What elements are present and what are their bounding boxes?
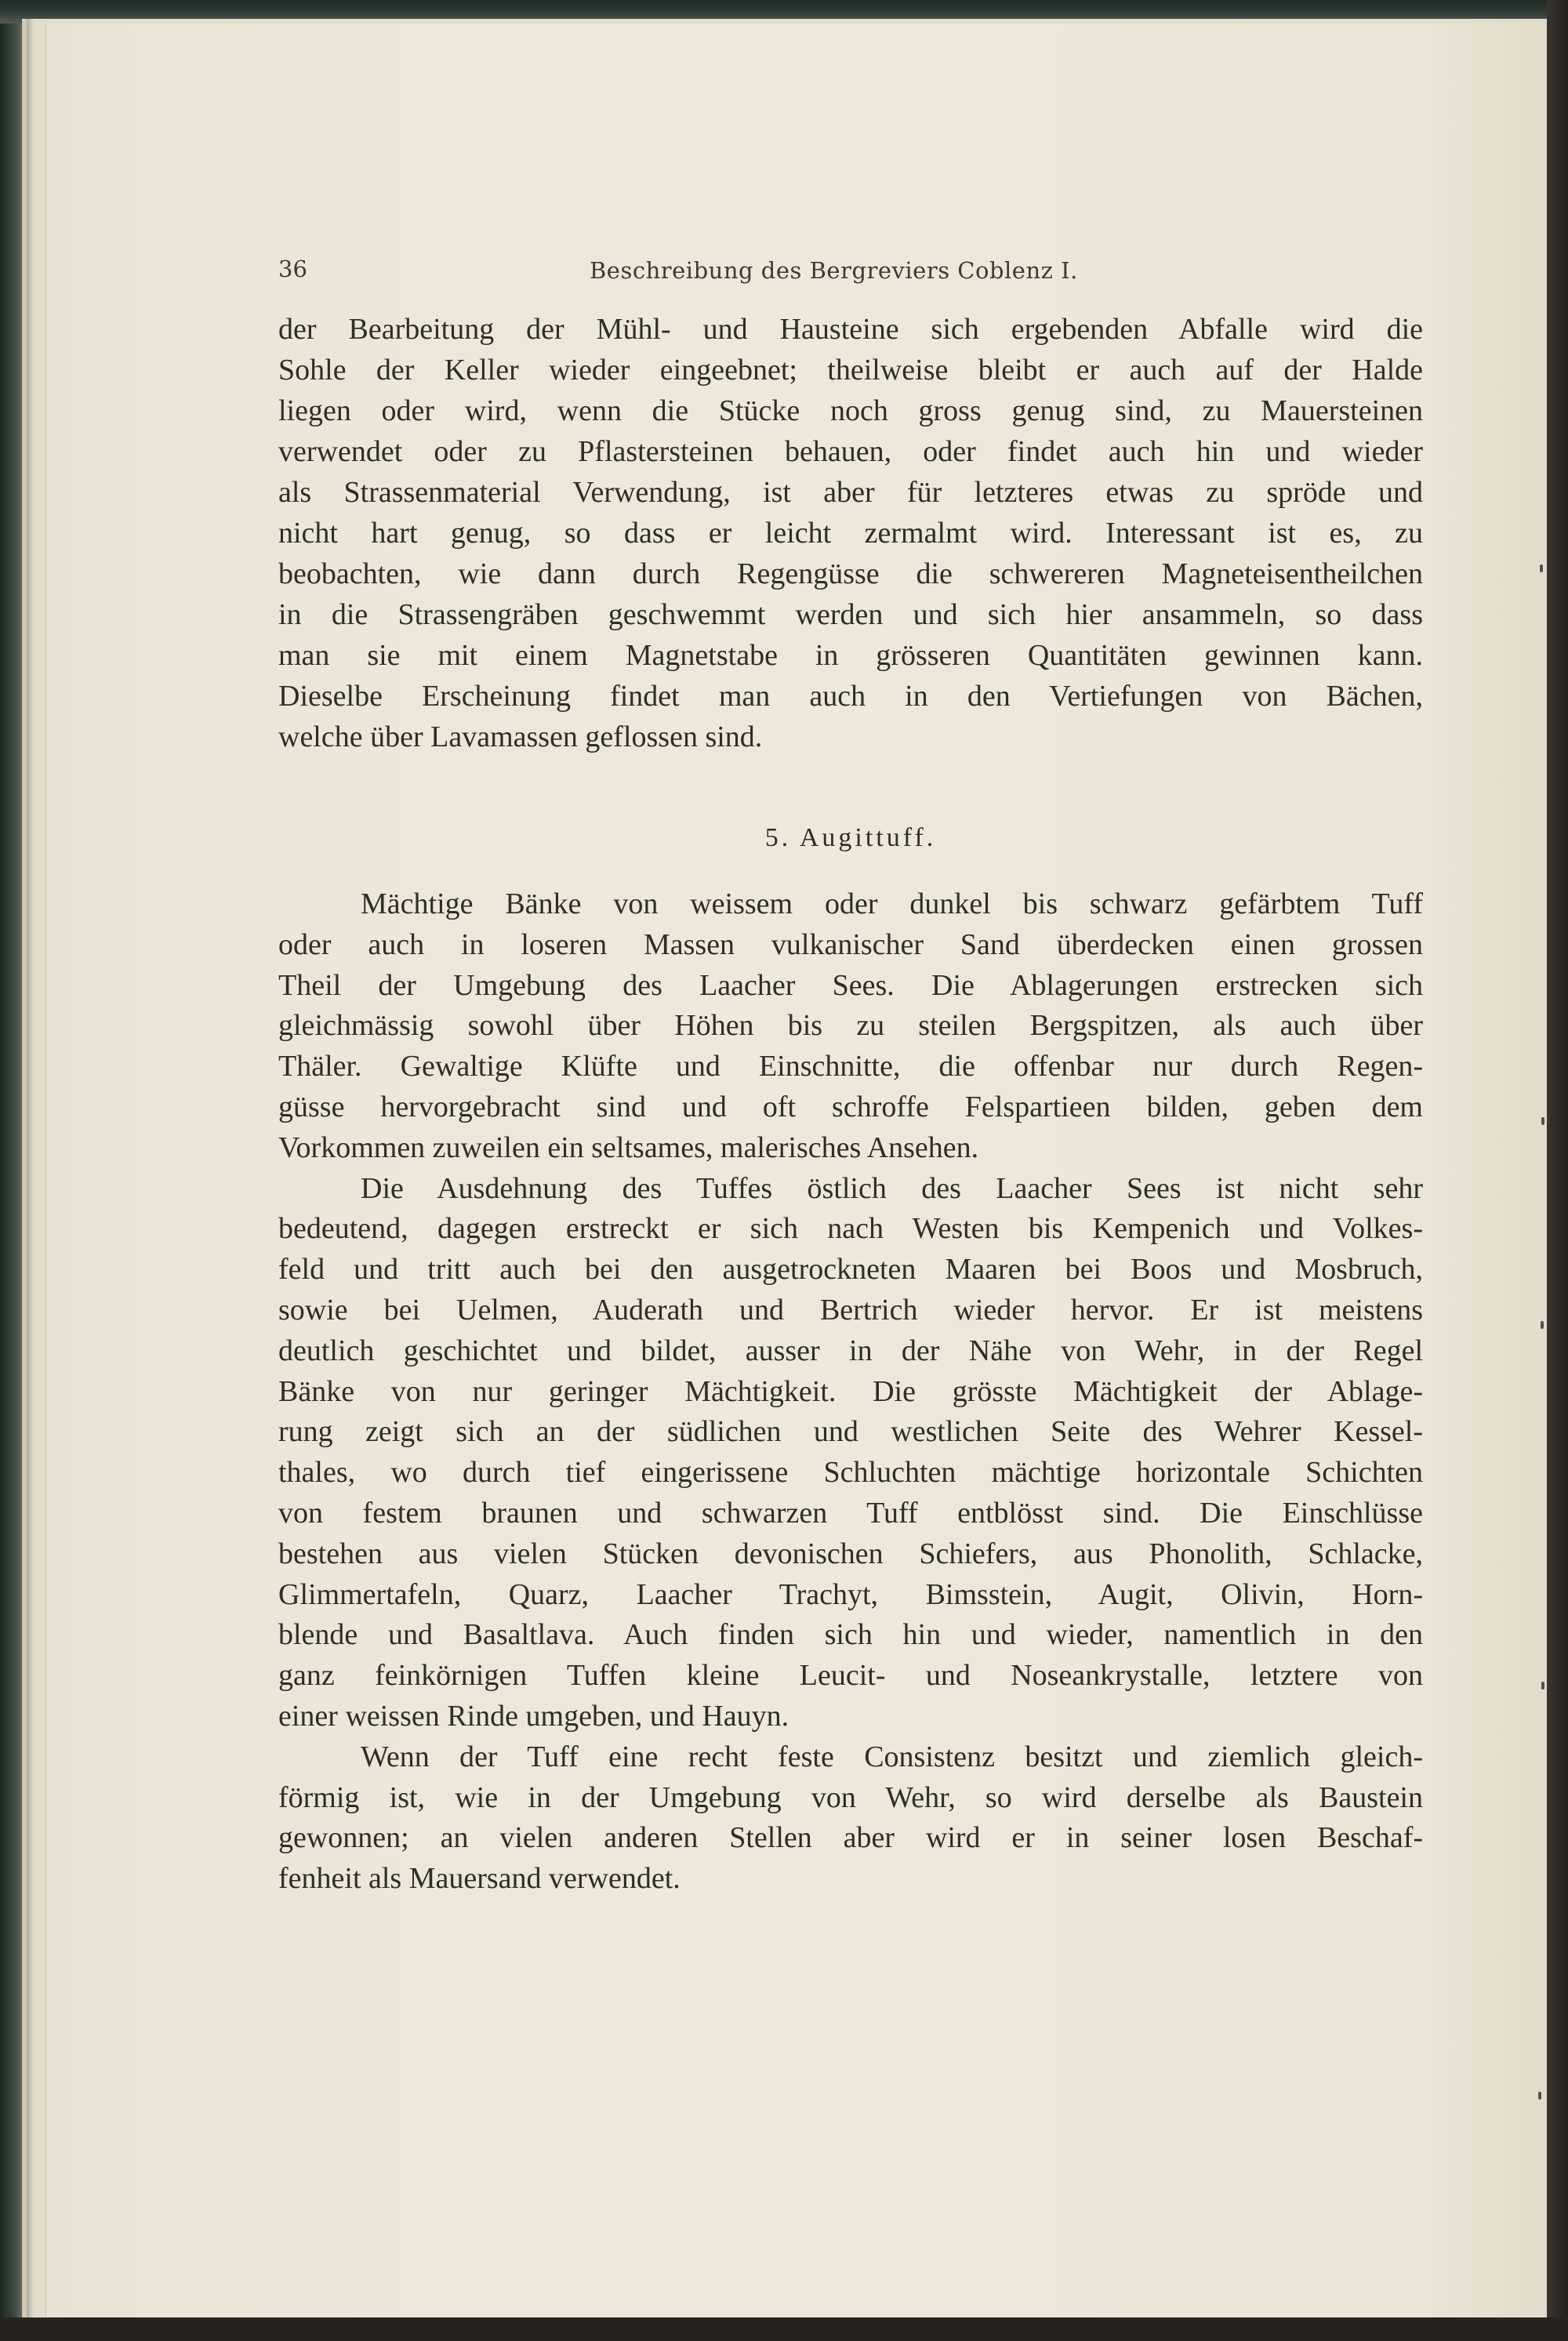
text-line: welche über Lavamassen geflossen sind. — [278, 720, 763, 753]
scan-background-bottom — [0, 2317, 1568, 2341]
paragraph-1 — [278, 884, 1423, 1169]
margin-mark — [1541, 1117, 1544, 1125]
text-line: ganz feinkörnigen Tuffen kleine Leucit- und Noseankrystalle, letztere von — [278, 1659, 1423, 1693]
margin-mark — [1541, 1682, 1544, 1690]
text-line: Theil der Umgebung des Laacher Sees. Die Ablagerungen erstrecken sich — [278, 968, 1423, 1002]
text-line: oder auch in loseren Massen vulkanischer Sand überdecken einen grossen — [278, 927, 1423, 961]
text-line: rung zeigt sich an der südlichen und westlichen Seite des Wehrer Kessel- — [278, 1415, 1423, 1449]
section-body — [278, 884, 1423, 1900]
text-line: deutlich geschichtet und bildet, ausser in der Nähe von Wehr, in der Regel — [278, 1334, 1423, 1367]
text-line: gewonnen; an vielen anderen Stellen aber wird er in seiner losen Beschaf- — [278, 1821, 1423, 1855]
text-line: der Bearbeitung der Mühl- und Hausteine sich ergebenden Abfalle wird die — [278, 313, 1423, 346]
text-line: blende und Basaltlava. Auch finden sich hin und wieder, namentlich in den — [278, 1618, 1423, 1652]
text-line: liegen oder wird, wenn die Stücke noch gross genug sind, zu Mauersteinen — [278, 394, 1423, 427]
text-line: güsse hervorgebracht sind und oft schroffe Felspartieen bilden, geben dem — [278, 1090, 1423, 1123]
text-line: bedeutend, dagegen erstreckt er sich nach Westen bis Kempenich und Volkes- — [278, 1212, 1423, 1246]
section-heading: 5. Augittuff. — [764, 823, 937, 852]
text-line: Glimmertafeln, Quarz, Laacher Trachyt, Bimsstein, Augit, Olivin, Horn- — [278, 1577, 1423, 1611]
scan-background-right — [1547, 0, 1568, 2341]
text-line: bestehen aus vielen Stücken devonischen Schiefers, aus Phonolith, Schlacke, — [278, 1537, 1423, 1570]
text-line: Dieselbe Erscheinung findet man auch in den Vertiefungen von Bächen, — [278, 680, 1423, 713]
text-line: Bänke von nur geringer Mächtigkeit. Die grösste Mächtigkeit der Ablage- — [278, 1374, 1423, 1408]
page-header — [278, 256, 1423, 290]
book-binding-left — [0, 0, 24, 2341]
text-line: von festem braunen und schwarzen Tuff entblösst sind. Die Einschlüsse — [278, 1496, 1423, 1530]
text-line: sowie bei Uelmen, Auderath und Bertrich wieder hervor. Er ist meistens — [278, 1293, 1423, 1327]
paragraph-3 — [278, 1737, 1423, 1900]
text-line: fenheit als Mauersand verwendet. — [278, 1862, 681, 1896]
text-line: nicht hart genug, so dass er leicht zermalmt wird. Interessant ist es, zu — [278, 517, 1423, 550]
text-line: in die Strassengräben geschwemmt werden und sich hier ansammeln, so dass — [278, 598, 1423, 631]
text-line: Sohle der Keller wieder eingeebnet; theilweise bleibt er auch auf der Halde — [278, 354, 1423, 387]
text-line: einer weissen Rinde umgeben, und Hauyn. — [278, 1699, 789, 1733]
text-line: verwendet oder zu Pflastersteinen behauen, oder findet auch hin und wieder — [278, 435, 1423, 468]
paragraph-2 — [278, 1169, 1423, 1737]
text-line: als Strassenmaterial Verwendung, ist aber für letzteres etwas zu spröde und — [278, 476, 1423, 509]
text-line: Vorkommen zuweilen ein seltsames, malerisches Ansehen. — [278, 1131, 979, 1164]
text-line: feld und tritt auch bei den ausgetrockneten Maaren bei Boos und Mosbruch, — [278, 1253, 1423, 1287]
text-line: Die Ausdehnung des Tuffes östlich des Laacher Sees ist nicht sehr — [361, 1171, 1423, 1205]
running-head: Beschreibung des Bergreviers Coblenz I. — [590, 257, 1078, 284]
text-line: Wenn der Tuff eine recht feste Consistenz besitzt und ziemlich gleich- — [361, 1740, 1423, 1773]
margin-mark — [1541, 1321, 1544, 1329]
intro-paragraph — [278, 309, 1423, 757]
margin-mark — [1538, 2092, 1541, 2100]
margin-mark — [1540, 564, 1543, 572]
text-line: Thäler. Gewaltige Klüfte und Einschnitte, die offenbar nur durch Regen- — [278, 1050, 1423, 1083]
text-line: man sie mit einem Magnetstabe in grösseren Quantitäten gewinnen kann. — [278, 639, 1423, 672]
text-line: beobachten, wie dann durch Regengüsse die schwereren Magneteisentheilchen — [278, 557, 1423, 590]
text-line: thales, wo durch tief eingerissene Schluchten mächtige horizontale Schichten — [278, 1456, 1423, 1490]
text-line: Mächtige Bänke von weissem oder dunkel bis schwarz gefärbtem Tuff — [361, 887, 1423, 920]
page-number: 36 — [278, 256, 307, 282]
text-line: gleichmässig sowohl über Höhen bis zu steilen Bergspitzen, als auch über — [278, 1009, 1423, 1043]
text-line: förmig ist, wie in der Umgebung von Wehr, so wird derselbe als Baustein — [278, 1780, 1423, 1814]
